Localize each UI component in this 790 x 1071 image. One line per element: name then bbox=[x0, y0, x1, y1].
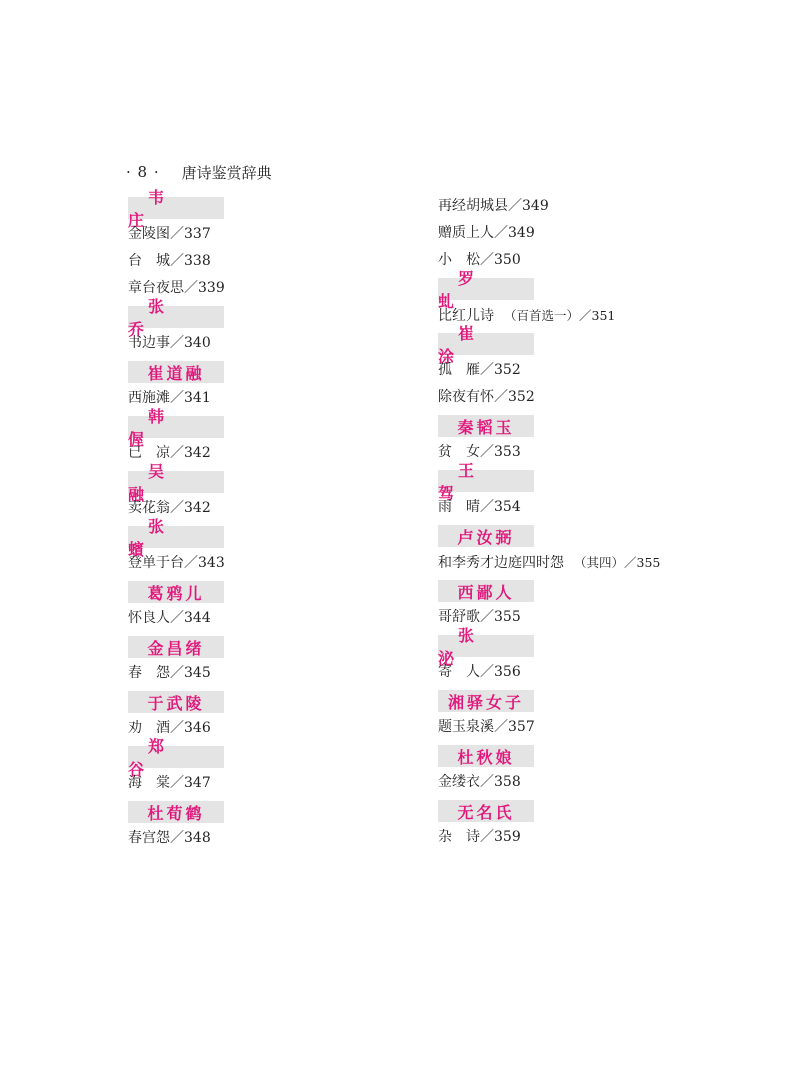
poet-name: 葛鸦儿 bbox=[128, 581, 224, 603]
page-number: · 8 · bbox=[126, 163, 160, 181]
poem-entry: 金陵图／337 bbox=[128, 226, 211, 242]
poem-entry: 海 棠／347 bbox=[128, 775, 211, 791]
poet-name: 杜秋娘 bbox=[438, 745, 534, 767]
poem-entry: 怀良人／344 bbox=[128, 610, 211, 626]
poet-name: 罗 虬 bbox=[438, 278, 534, 300]
poem-entry: 劝 酒／346 bbox=[128, 720, 211, 736]
poet-name: 张 泌 bbox=[438, 635, 534, 657]
poem-entry: 西施滩／341 bbox=[128, 390, 211, 406]
poem-entry: 小 松／350 bbox=[438, 252, 521, 268]
poem-entry: 再经胡城县／349 bbox=[438, 198, 549, 214]
poet-name: 张 乔 bbox=[128, 306, 224, 328]
right-column bbox=[438, 193, 778, 851]
poem-entry: 春 怨／345 bbox=[128, 665, 211, 681]
poem-entry: 章台夜思／339 bbox=[128, 280, 225, 296]
poet-name: 张 蠙 bbox=[128, 526, 224, 548]
poet-name: 吴 融 bbox=[128, 471, 224, 493]
poem-title: 比红儿诗 bbox=[438, 308, 494, 324]
poem-entry: 登单于台／343 bbox=[128, 555, 225, 571]
poem-note: （其四）／355 bbox=[574, 555, 661, 570]
poem-entry: 题玉泉溪／357 bbox=[438, 719, 535, 735]
poet-name: 西鄙人 bbox=[438, 580, 534, 602]
book-title: 唐诗鉴赏辞典 bbox=[181, 163, 272, 182]
poet-name: 韦 庄 bbox=[128, 197, 224, 219]
poet-name: 金昌绪 bbox=[128, 636, 224, 658]
poet-name: 王 驾 bbox=[438, 470, 534, 492]
poet-name: 秦韬玉 bbox=[438, 415, 534, 437]
poem-entry: 赠质上人／349 bbox=[438, 225, 535, 241]
poet-name: 于武陵 bbox=[128, 691, 224, 713]
poem-entry bbox=[438, 549, 778, 576]
poet-name: 卢汝弼 bbox=[438, 525, 534, 547]
poem-entry: 雨 晴／354 bbox=[438, 499, 521, 515]
poem-entry: 卖花翁／342 bbox=[128, 500, 211, 516]
poem-entry: 哥舒歌／355 bbox=[438, 609, 521, 625]
poem-entry: 春宫怨／348 bbox=[128, 830, 211, 846]
poet-name: 崔道融 bbox=[128, 361, 224, 383]
poet-name: 韩 偓 bbox=[128, 416, 224, 438]
poem-entry: 金缕衣／358 bbox=[438, 774, 521, 790]
poem-entry: 书边事／340 bbox=[128, 335, 211, 351]
poem-entry: 除夜有怀／352 bbox=[438, 389, 535, 405]
poem-entry: 杂 诗／359 bbox=[438, 829, 521, 845]
poet-name: 无名氏 bbox=[438, 800, 534, 822]
poet-name: 郑 谷 bbox=[128, 746, 224, 768]
left-column bbox=[128, 188, 468, 852]
poem-entry: 孤 雁／352 bbox=[438, 362, 521, 378]
poem-entry: 已 凉／342 bbox=[128, 445, 211, 461]
poem-title: 和李秀才边庭四时怨 bbox=[438, 555, 564, 571]
poet-name: 杜荀鹤 bbox=[128, 801, 224, 823]
poet-name: 湘驿女子 bbox=[438, 690, 534, 712]
poem-note: （百首选一）／351 bbox=[504, 308, 616, 323]
poet-name: 崔 涂 bbox=[438, 333, 534, 355]
poem-entry: 贫 女／353 bbox=[438, 444, 521, 460]
poem-entry: 台 城／338 bbox=[128, 253, 211, 269]
poem-entry: 寄 人／356 bbox=[438, 664, 521, 680]
running-header bbox=[126, 160, 272, 184]
